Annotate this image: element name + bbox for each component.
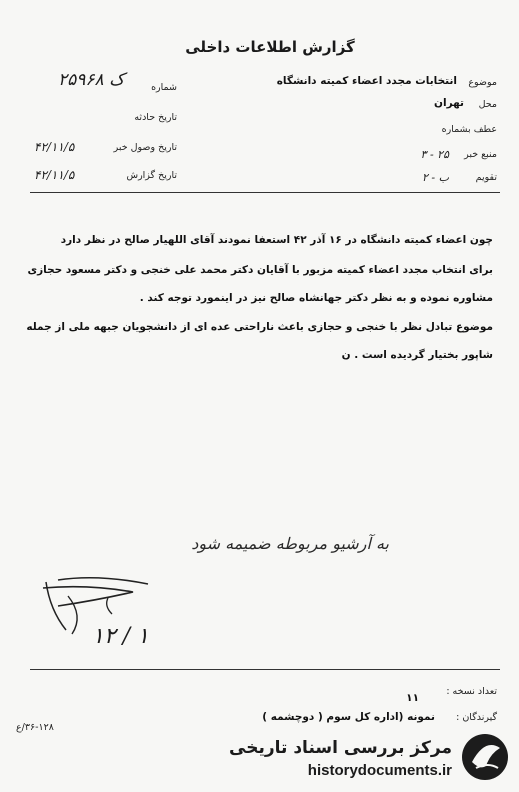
body-line-2: برای انتخاب مجدد اعضاء کمیته مزبور با آقایان دکتر محمد علی خنجی و دکتر مسعود حجازی bbox=[27, 264, 493, 276]
footer-divider bbox=[30, 669, 500, 670]
header-divider bbox=[30, 192, 500, 193]
document-title: گزارش اطلاعات داخلی bbox=[185, 38, 355, 56]
incident-date-label: تاریخ حادثه bbox=[134, 112, 177, 123]
recipients-value: نمونه (اداره کل سوم ( دوچشمه ) bbox=[262, 711, 435, 723]
copies-value: ۱۱ bbox=[406, 692, 419, 704]
archive-watermark bbox=[226, 726, 516, 788]
watermark-line-2: historydocuments.ir bbox=[307, 762, 452, 779]
number-label: شماره bbox=[151, 82, 177, 93]
handwritten-number: ۱۲ / ۱ bbox=[92, 624, 149, 649]
report-date-label: تاریخ گزارش bbox=[126, 170, 177, 181]
reference-label: عطف بشماره bbox=[441, 124, 497, 135]
document-code: ۳۶-۱۲۸/ع bbox=[16, 722, 54, 733]
source-label: منبع خبر bbox=[464, 149, 497, 160]
body-line-3: مشاوره نموده و به نظر دکتر جهانشاه صالح نیز در اینمورد توجه کند . bbox=[139, 292, 493, 304]
report-date-value: ۴۲/۱۱/۵ bbox=[34, 168, 75, 182]
copies-label: تعداد نسخه : bbox=[446, 686, 497, 697]
body-line-5: شاپور بختیار گردیده است . ن bbox=[341, 349, 493, 361]
place-value: تهران bbox=[434, 97, 464, 109]
recipients-label: گیرندگان : bbox=[456, 712, 497, 723]
body-line-1: چون اعضاء کمیته دانشگاه در ۱۶ آذر ۴۲ استعفا نمودند آقای اللهیار صالح در نظر دارد bbox=[60, 234, 493, 246]
number-value: ۲۵۹۶۸ ک bbox=[58, 70, 125, 90]
body-line-4: موضوع تبادل نظر با خنجی و حجازی باعث ناراحتی عده ای از دانشجویان جبهه ملی از جمله bbox=[26, 321, 493, 333]
evaluation-value: ب - ۲ bbox=[422, 171, 449, 184]
watermark-line-1: مرکز بررسی اسناد تاریخی bbox=[229, 738, 452, 758]
subject-label: موضوع bbox=[468, 77, 497, 88]
archive-emblem-icon bbox=[460, 732, 510, 782]
source-value: ۲۵ - ۳ bbox=[420, 148, 449, 161]
evaluation-label: تقویم bbox=[475, 172, 497, 183]
handwritten-annotation: به آرشیو مربوطه ضمیمه شود bbox=[191, 534, 389, 553]
receipt-date-value: ۴۲/۱۱/۵ bbox=[34, 140, 75, 154]
subject-value: انتخابات مجدد اعضاء کمیته دانشگاه bbox=[276, 75, 457, 87]
receipt-date-label: تاریخ وصول خبر bbox=[113, 142, 177, 153]
place-label: محل bbox=[478, 99, 497, 110]
